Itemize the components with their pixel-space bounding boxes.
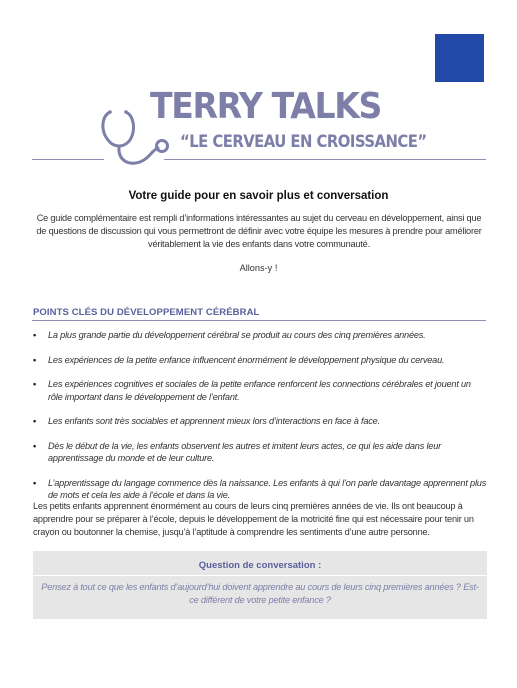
key-points-divider — [32, 320, 486, 321]
page-title: TERRY TALKS — [150, 86, 382, 127]
key-points-list — [33, 329, 487, 514]
bullet-icon: • — [33, 416, 37, 426]
corner-accent-square — [435, 34, 484, 82]
list-item — [33, 415, 487, 428]
question-text: Pensez à tout ce que les enfants d’aujourd’hui doivent apprendre au cours de leurs cinq premières années ? Est-ce différent de votre petite enfance ? — [41, 582, 479, 605]
list-item — [33, 329, 487, 342]
list-item-text: Les expériences de la petite enfance influencent énormément le développement physique du cerveau. — [48, 354, 445, 365]
bullet-icon: • — [33, 379, 37, 389]
list-item — [33, 354, 487, 367]
header-divider-right — [164, 159, 486, 160]
bullet-icon: • — [33, 330, 37, 340]
conversation-question-box — [33, 551, 487, 619]
bullet-icon: • — [33, 440, 37, 451]
header-divider-left — [32, 159, 104, 160]
list-item-text: Dès le début de la vie, les enfants observent les autres et imitent leurs actes, ce qui les aide dans leur apprentissage du monde et de leur culture. — [48, 440, 441, 463]
closing-paragraph: Les petits enfants apprennent énormément au cours de leurs cinq premières années de vie. Ils ont beaucoup à apprendre pour se préparer à l’école, depuis le développement de la motricité fine qui est nécessaire pour tenir un crayon ou boutonner la chemise, jusqu’à l’aptitude à comprendre les sentiments d’une autre personne. — [33, 501, 474, 537]
guide-heading: Votre guide pour en savoir plus et conversation — [128, 190, 389, 202]
list-item-text: Les expériences cognitives et sociales de la petite enfance renforcent les connections cérébrales et jouent un rôle important dans le développement de l’enfant. — [48, 379, 471, 402]
question-label: Question de conversation : — [198, 560, 322, 571]
bullet-icon: • — [33, 477, 37, 488]
intro-paragraph: Ce guide complémentaire est rempli d’informations intéressantes au sujet du cerveau en développement, ainsi que de questions de discussion qui vous permettront de définir avec votre équipe les mesures à prendre pour améliorer véritablement la vie des enfants dans votre communauté. — [36, 213, 482, 249]
list-item — [33, 378, 487, 403]
page-subtitle: “LE CERVEAU EN CROISSANCE” — [180, 132, 427, 151]
key-points-heading: POINTS CLÉS DU DÉVELOPPEMENT CÉRÉBRAL — [33, 307, 260, 318]
list-item — [33, 440, 487, 465]
list-item-text: L’apprentissage du langage commence dès la naissance. Les enfants à qui l’on parle davantage apprennent plus de mots et cela les aide à l’école et dans la vie. — [48, 477, 487, 500]
question-divider — [33, 575, 487, 576]
list-item — [33, 477, 487, 502]
allons-y-text: Allons-y ! — [239, 263, 278, 273]
list-item-text: Les enfants sont très sociables et apprennent mieux lors d’interactions en face à face. — [48, 416, 380, 426]
list-item-text: La plus grande partie du développement cérébral se produit au cours des cinq premières années. — [48, 330, 426, 340]
bullet-icon: • — [33, 354, 37, 365]
